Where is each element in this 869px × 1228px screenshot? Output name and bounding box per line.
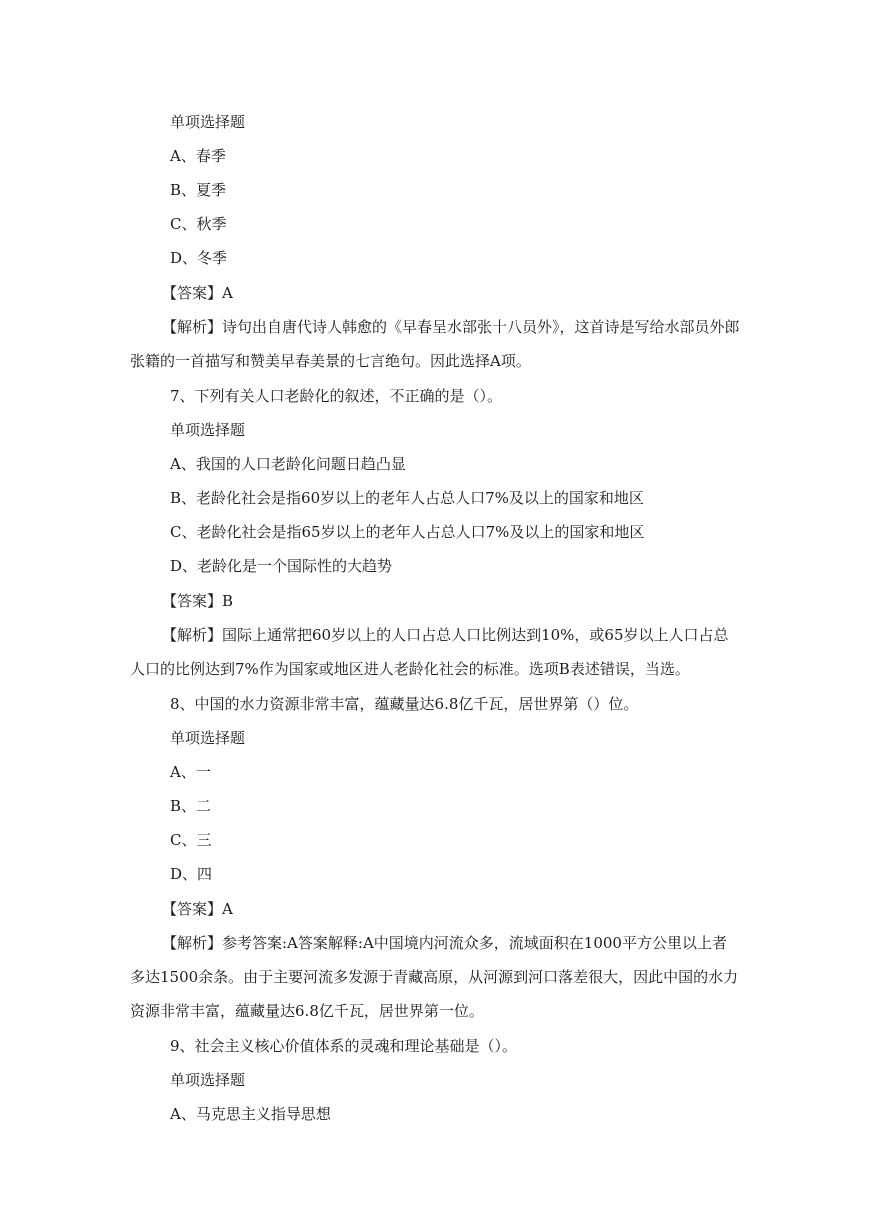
option-d: D、冬季 [170,249,228,267]
option-d: D、老龄化是一个国际性的大趋势 [170,557,393,575]
explanation-paragraph: 【解析】国际上通常把60岁以上的人口占总人口比例达到10%，或65岁以上人口占总人口的比例达到7%作为国家或地区进人老龄化社会的标准。选项B表述错误，当选。 [130,626,729,678]
question-text: 8、中国的水力资源非常丰富，蕴藏量达6.8亿千瓦，居世界第（）位。 [170,695,639,713]
option-d: D、四 [170,865,213,883]
question-type-label: 单项选择题 [170,729,246,747]
question-type-label: 单项选择题 [170,421,246,439]
option-c: C、三 [170,831,212,849]
answer-label: 【答案】A [162,284,233,302]
option-b: B、夏季 [170,181,227,199]
explanation-paragraph: 【解析】诗句出自唐代诗人韩愈的《早春呈水部张十八员外》，这首诗是写给水部员外郎张籍的一首描写和赞美早春美景的七言绝句。因此选择A项。 [130,318,740,370]
option-a: A、马克思主义指导思想 [170,1105,331,1123]
option-a: A、我国的人口老龄化问题日趋凸显 [170,455,406,473]
answer-label: 【答案】A [162,900,233,918]
question-type-label: 单项选择题 [170,1071,246,1089]
question-text: 7、下列有关人口老龄化的叙述，不正确的是（）。 [170,387,503,405]
option-c: C、秋季 [170,215,227,233]
option-c: C、老龄化社会是指65岁以上的老年人占总人口7%及以上的国家和地区 [170,523,645,541]
question-type-label: 单项选择题 [170,113,246,131]
option-a: A、春季 [170,147,226,165]
explanation-paragraph: 【解析】参考答案:A答案解释:A中国境内河流众多，流域面积在1000平方公里以上者多达1500余条。由于主要河流多发源于青藏高原，从河源到河口落差很大，因此中国的水力资源非常丰富，蕴藏量达6.8亿千瓦，居世界第一位。 [130,934,739,1020]
option-b: B、老龄化社会是指60岁以上的老年人占总人口7%及以上的国家和地区 [170,489,644,507]
answer-label: 【答案】B [162,592,234,610]
option-b: B、二 [170,797,212,815]
option-a: A、一 [170,763,211,781]
question-text: 9、社会主义核心价值体系的灵魂和理论基础是（）。 [170,1037,518,1055]
